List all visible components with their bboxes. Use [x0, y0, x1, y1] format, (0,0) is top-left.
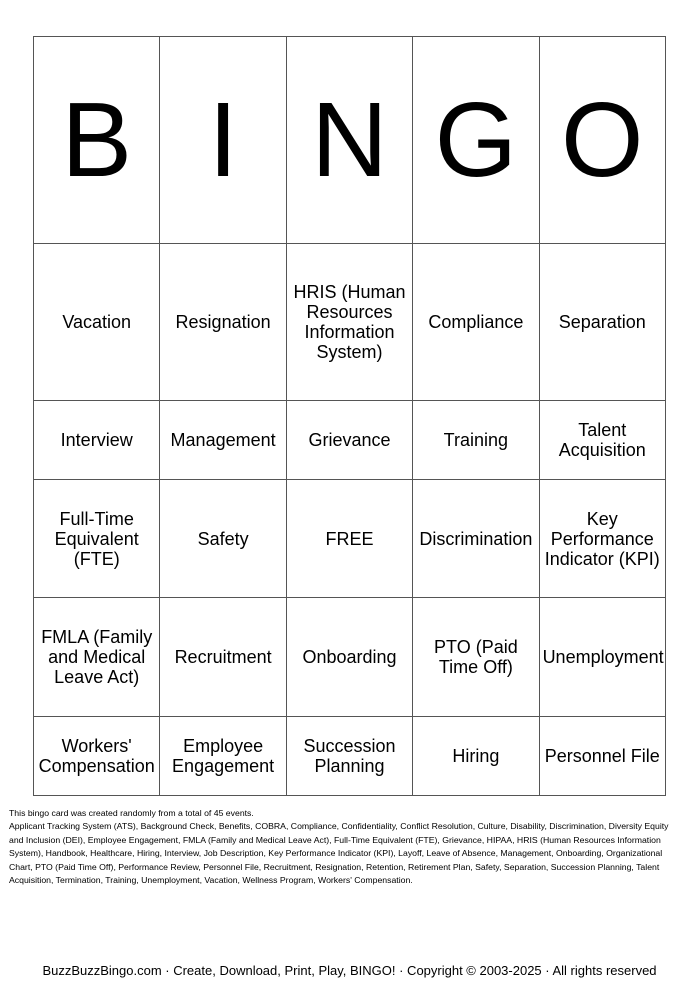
card-cell: Separation	[539, 244, 665, 401]
card-cell: FMLA (Family and Medical Leave Act)	[34, 598, 160, 716]
card-cell: Onboarding	[286, 598, 412, 716]
card-cell: Training	[413, 401, 539, 480]
card-row	[34, 598, 666, 716]
card-cell: Employee Engagement	[160, 716, 286, 795]
header-letter-b: B	[34, 37, 160, 244]
card-cell: Full-Time Equivalent (FTE)	[34, 480, 160, 598]
card-cell: Talent Acquisition	[539, 401, 665, 480]
header-letter-n: N	[286, 37, 412, 244]
card-cell: Succession Planning	[286, 716, 412, 795]
card-row	[34, 401, 666, 480]
card-cell: Discrimination	[413, 480, 539, 598]
bingo-card	[33, 36, 666, 796]
footnote-event-list: Applicant Tracking System (ATS), Background Check, Benefits, COBRA, Compliance, Confidentiality, Conflict Resolution, Culture, Disability, Discrimination, Diversity Equity and Inclusion (DEI), Employee Engagement, FMLA (Family and Medical Leave Act), Full-Time Equivalent (FTE), Grievance, HIPAA, HRIS (Human Resources Information System), Handbook, Healthcare, Hiring, Interview, Job Description, Key Performance Indicator (KPI), Layoff, Leave of Absence, Management, Onboarding, Organizational Chart, PTO (Paid Time Off), Performance Review, Personnel File, Recruitment, Resignation, Retention, Retirement Plan, Safety, Separation, Succession Planning, Talent Acquisition, Termination, Training, Unemployment, Vacation, Wellness Program, Workers' Compensation.	[9, 821, 669, 886]
card-cell: Management	[160, 401, 286, 480]
card-cell: Safety	[160, 480, 286, 598]
card-cell: Compliance	[413, 244, 539, 401]
card-cell: PTO (Paid Time Off)	[413, 598, 539, 716]
card-row	[34, 244, 666, 401]
card-cell: Interview	[34, 401, 160, 480]
header-letter-o: O	[539, 37, 665, 244]
card-row	[34, 480, 666, 598]
header-row	[34, 37, 666, 244]
page-footer: BuzzBuzzBingo.com · Create, Download, Print, Play, BINGO! · Copyright © 2003-2025 · All rights reserved	[42, 963, 657, 978]
card-footnote	[9, 807, 685, 887]
free-space-cell: FREE	[286, 480, 412, 598]
card-row	[34, 716, 666, 795]
footnote-intro: This bingo card was created randomly from a total of 45 events.	[9, 808, 254, 818]
card-cell: Key Performance Indicator (KPI)	[539, 480, 665, 598]
header-letter-g: G	[413, 37, 539, 244]
header-letter-i: I	[160, 37, 286, 244]
card-cell: Workers' Compensation	[34, 716, 160, 795]
card-cell: Grievance	[286, 401, 412, 480]
card-cell: Vacation	[34, 244, 160, 401]
card-cell: Hiring	[413, 716, 539, 795]
card-cell: Resignation	[160, 244, 286, 401]
card-cell: Unemployment	[539, 598, 665, 716]
card-cell: HRIS (Human Resources Information System)	[286, 244, 412, 401]
card-cell: Personnel File	[539, 716, 665, 795]
card-cell: Recruitment	[160, 598, 286, 716]
